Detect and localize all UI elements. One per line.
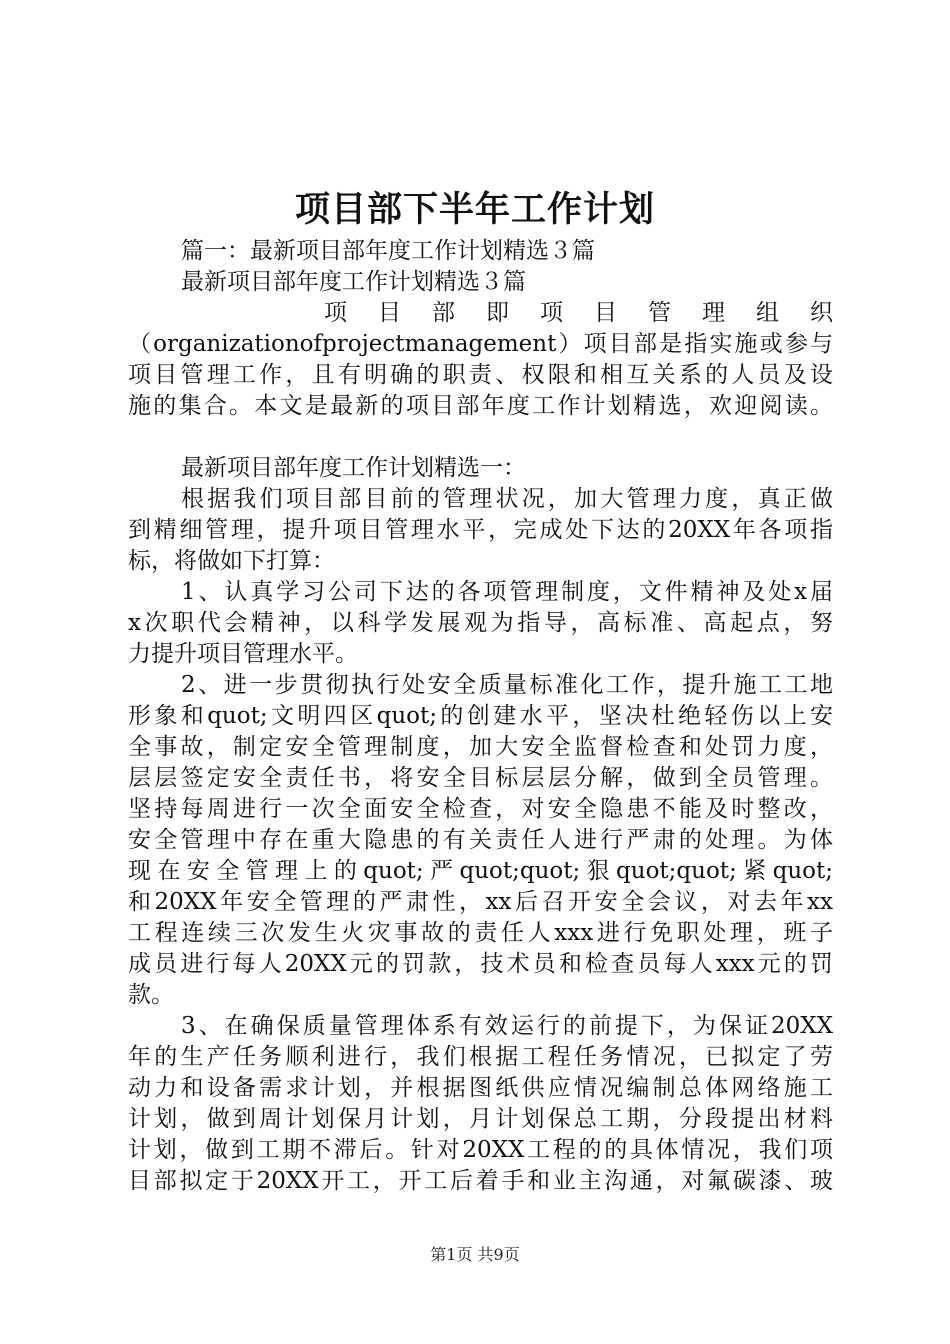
text-line: 全事故，制定安全管理制度，加大安全监督检查和处罚力度， <box>128 734 833 760</box>
text-line: 篇一：最新项目部年度工作计划精选３篇 <box>181 238 595 264</box>
text-line: 2、进一步贯彻执行处安全质量标准化工作，提升施工工地 <box>181 672 833 698</box>
text-line: 形象和quot;文明四区quot;的创建水平，坚决杜绝轻伤以上安 <box>128 703 833 729</box>
text-line: 根据我们项目部目前的管理状况，加大管理力度，真正做 <box>181 486 833 512</box>
text-line: x次职代会精神，以科学发展观为指导，高标准、高起点，努 <box>128 610 833 636</box>
text-line: 3、在确保质量管理体系有效运行的前提下，为保证20XX <box>181 1013 833 1039</box>
text-line: 安全管理中存在重大隐患的有关责任人进行严肃的处理。为体 <box>128 827 833 853</box>
blank-line <box>128 422 833 453</box>
page-number: 第1页 共9页 <box>430 1245 520 1264</box>
text-line: 项目部即项目管理组织 <box>324 300 833 326</box>
text-line: 年的生产任务顺利进行，我们根据工程任务情况，已拟定了劳 <box>128 1044 833 1070</box>
text-line: 力提升项目管理水平。 <box>128 641 358 667</box>
text-line: 现在安全管理上的quot;严quot;quot;狠quot;quot;紧quot; <box>128 858 833 884</box>
text-line: 坚持每周进行一次全面安全检查，对安全隐患不能及时整改， <box>128 796 833 822</box>
text-line: 最新项目部年度工作计划精选３篇 <box>181 269 526 295</box>
text-line: （organizationofprojectmanagement）项目部是指实施或参与 <box>128 331 833 357</box>
text-line: 1、认真学习公司下达的各项管理制度，文件精神及处x届 <box>181 579 833 605</box>
text-line: 计划，做到周计划保月计划，月计划保总工期，分段提出材料 <box>128 1106 833 1132</box>
text-line: 款。 <box>128 982 174 1008</box>
text-line: 计划，做到工期不滞后。针对20XX工程的的具体情况，我们项 <box>128 1137 833 1163</box>
text-line: 施的集合。本文是最新的项目部年度工作计划精选，欢迎阅读。 <box>128 393 833 419</box>
text-line: 层层签定安全责任书，将安全目标层层分解，做到全员管理。 <box>128 765 833 791</box>
document-body <box>128 236 833 1197</box>
text-line: 项目管理工作，且有明确的职责、权限和相互关系的人员及设 <box>128 362 833 388</box>
text-line: 标，将做如下打算： <box>128 548 335 574</box>
document-title: 项目部下半年工作计划 <box>294 189 655 230</box>
text-line: 和20XX年安全管理的严肃性，xx后召开安全会议，对去年xx <box>128 889 833 915</box>
text-line: 动力和设备需求计划，并根据图纸供应情况编制总体网络施工 <box>128 1075 833 1101</box>
text-line: 目部拟定于20XX开工，开工后着手和业主沟通，对氟碳漆、玻 <box>128 1168 833 1194</box>
text-line: 最新项目部年度工作计划精选一： <box>181 455 526 481</box>
text-line: 到精细管理，提升项目管理水平，完成处下达的20XX年各项指 <box>128 517 833 543</box>
text-line: 工程连续三次发生火灾事故的责任人xxx进行免职处理，班子 <box>128 920 833 946</box>
text-line: 成员进行每人20XX元的罚款，技术员和检查员每人xxx元的罚 <box>128 951 833 977</box>
